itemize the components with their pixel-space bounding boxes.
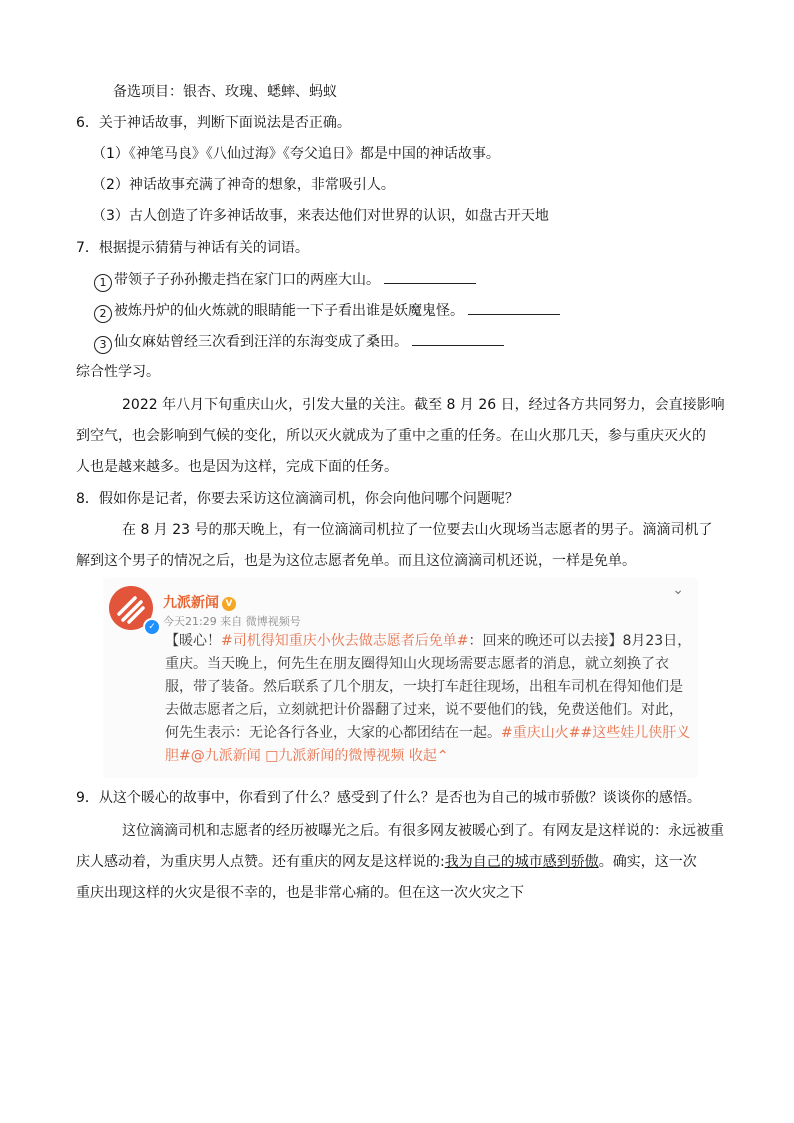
video-link[interactable]: □九派新闻的微博视频	[265, 748, 405, 764]
collapse-link[interactable]: 收起⌃	[408, 748, 449, 764]
q6-item-1: （1）《神笔马良》《八仙过海》《夸父追日》都是中国的神话故事。	[92, 146, 500, 162]
paragraph-3-line-3: 重庆出现这样的火灾是很不幸的，也是非常心痛的。但在这一次火灾之下	[76, 885, 524, 901]
circled-number: 1	[94, 274, 112, 292]
underlined-quote: 我为自己的城市感到骄傲	[444, 854, 599, 870]
verified-badge-icon: ✓	[143, 618, 161, 636]
q6-item-3: （3）古人创造了许多神话故事，来表达他们对世界的认识，如盘古开天地	[92, 208, 549, 224]
q6-item-2: （2）神话故事充满了神奇的想象，非常吸引人。	[92, 177, 395, 193]
circled-number: 2	[94, 305, 112, 323]
topic-tags[interactable]: #重庆山火##这些娃儿侠肝义胆#@九派新闻	[165, 725, 691, 764]
vip-badge-icon: V	[222, 597, 236, 611]
answer-blank[interactable]	[384, 269, 476, 284]
paragraph-1-line-3: 人也是越来越多。也是因为这样，完成下面的任务。	[76, 459, 398, 475]
paragraph-2-line-2: 解到这个男子的情况之后，也是为这位志愿者免单。而且这位滴滴司机还说，一样是免单。	[76, 553, 636, 569]
question-8: 8．假如你是记者，你要去采访这位滴滴司机，你会向他问哪个问题呢？	[76, 491, 519, 507]
options-line: 备选项目：银杏、玫瑰、蟋蟀、蚂蚁	[113, 84, 337, 100]
answer-blank[interactable]	[468, 300, 560, 315]
post-text: 【暖心！#司机得知重庆小伙去做志愿者后免单#：回来的晚还可以去接】8月23日，重庆。当天晚上，何先生在朋友圈得知山火现场需要志愿者的消息，就立刻换了衣服，带了装备。然后联系了几个朋友，一块打车赶往现场，出租车司机在得知他们是去做志愿者之后，立刻就把计价器翻了过来，说不要他们的钱，免费送他们。对此，何先生表示：无论各行各业，大家的心都团结在一起。#重庆山火##这些娃儿侠肝义胆#@九派新闻 □九派新闻的微博视频 收起⌃	[165, 633, 692, 764]
paragraph-3-line-2: 庆人感动着，为重庆男人点赞。还有重庆的网友是这样说的:我为自己的城市感到骄傲。确实，这一次	[76, 854, 697, 870]
question-7: 7．根据提示猜猜与神话有关的词语。	[76, 240, 309, 256]
post-meta: 今天21:29 来自 微博视频号	[163, 615, 301, 628]
paragraph-1-line-1: 2022 年八月下旬重庆山火，引发大量的关注。截至 8 月 26 日，经过各方共同努力，会直接影响	[122, 397, 725, 413]
paragraph-2-line-1: 在 8 月 23 号的那天晚上，有一位滴滴司机拉了一位要去山火现场当志愿者的男子。滴滴司机了	[122, 522, 713, 538]
topic-tag[interactable]: #司机得知重庆小伙去做志愿者后免单#	[221, 633, 469, 649]
chevron-down-icon[interactable]: ⌄	[672, 582, 684, 598]
paragraph-3-line-1: 这位滴滴司机和志愿者的经历被曝光之后。有很多网友被暖心到了。有网友是这样说的：永远被重	[122, 823, 724, 839]
q7-item-2: 2 被炼丹炉的仙火炼就的眼睛能一下子看出谁是妖魔鬼怪。	[94, 300, 560, 323]
weibo-post-card	[103, 578, 698, 778]
section-heading: 综合性学习。	[76, 364, 160, 380]
q7-item-1: 1 带领子子孙孙搬走挡在家门口的两座大山。	[94, 269, 476, 292]
question-6: 6．关于神话故事，判断下面说法是否正确。	[76, 115, 351, 131]
answer-blank[interactable]	[412, 331, 504, 346]
question-9: 9．从这个暖心的故事中，你看到了什么？感受到了什么？是否也为自己的城市骄傲？谈谈你的感悟。	[76, 790, 701, 806]
account-name[interactable]: 九派新闻 V	[163, 592, 236, 612]
circled-number: 3	[94, 336, 112, 354]
q7-item-3: 3 仙女麻姑曾经三次看到汪洋的东海变成了桑田。	[94, 331, 504, 354]
paragraph-1-line-2: 到空气，也会影响到气候的变化，所以灭火就成为了重中之重的任务。在山火那几天，参与重庆灭火的	[76, 428, 706, 444]
